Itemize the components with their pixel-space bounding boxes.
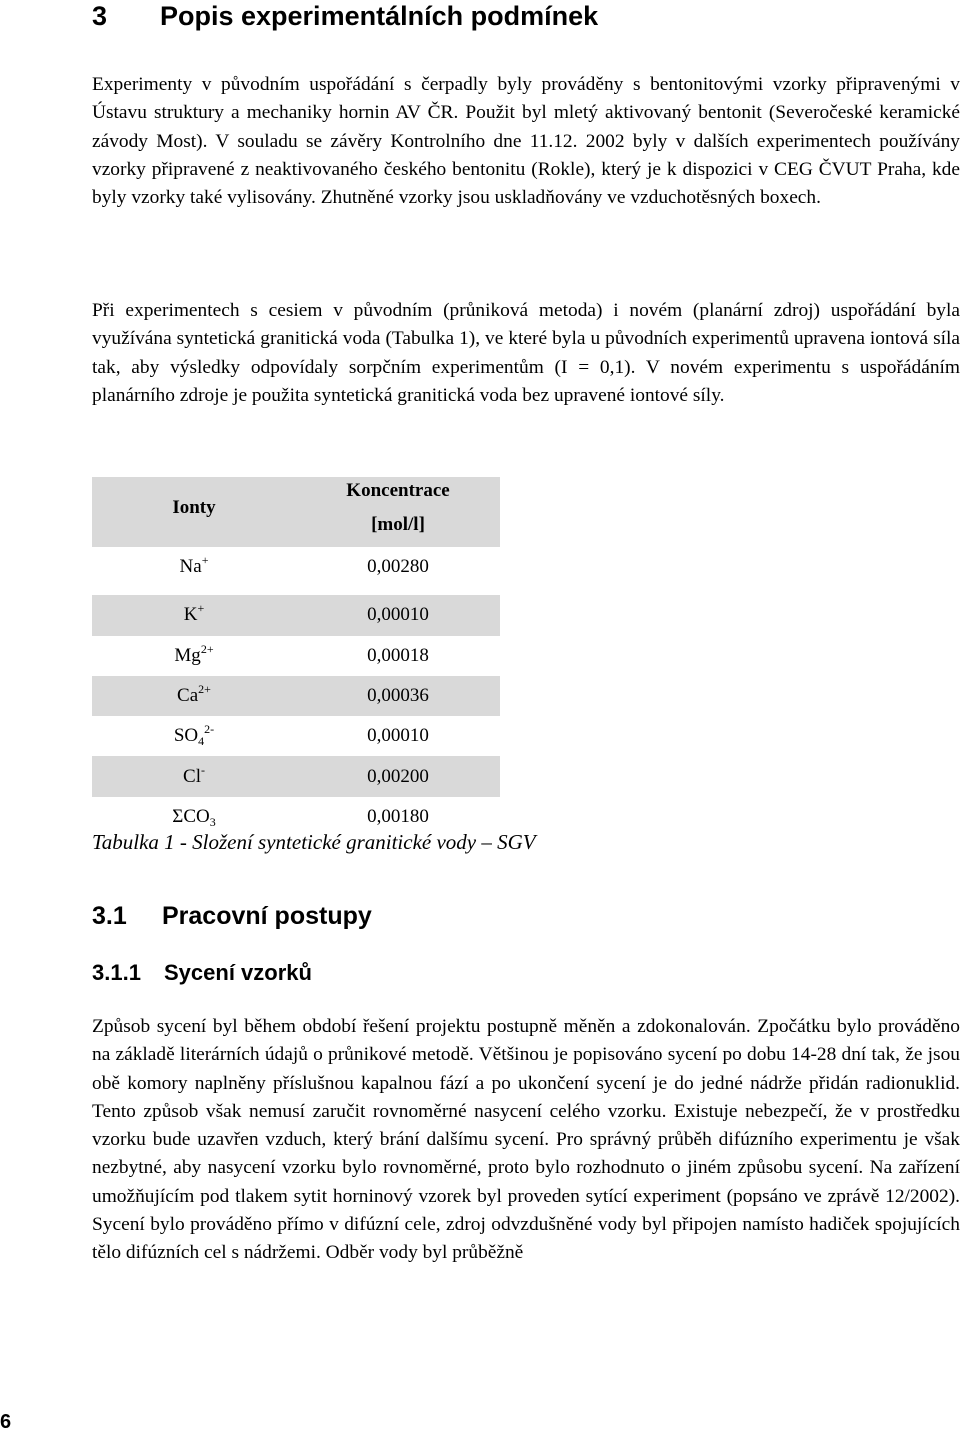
concentration-cell: 0,00036	[296, 676, 500, 716]
page-number: 6	[0, 1411, 12, 1433]
table-row	[92, 547, 500, 587]
table-row	[92, 676, 500, 716]
concentration-cell: 0,00010	[296, 595, 500, 635]
section-title: Pracovní postupy	[162, 902, 372, 930]
table-row	[92, 716, 500, 756]
ion-cell: $Ca^{2+}$	[92, 676, 296, 716]
ion-cell: $\Sigma CO_3$	[172, 805, 216, 829]
section-heading	[92, 900, 372, 932]
ion-concentration-table	[92, 477, 500, 837]
concentration-cell: 0,00280	[367, 556, 429, 578]
chapter-number: 3	[92, 1, 108, 31]
concentration-cell: 0,00018	[367, 644, 429, 666]
ion-cell: K+	[92, 595, 296, 635]
header-concentration: Koncentrace [mol/l]	[296, 477, 500, 547]
table-row	[92, 595, 500, 635]
subsection-number: 3.1.1	[92, 960, 141, 985]
concentration-cell: 0,00200	[296, 756, 500, 796]
table-caption: Tabulka 1 - Složení syntetické granitické vody – SGV	[92, 830, 536, 854]
subsection-heading	[92, 958, 312, 988]
header-ions: Ionty	[92, 477, 296, 547]
table-row	[92, 756, 500, 796]
concentration-cell: 0,00180	[367, 805, 429, 827]
ion-cell: Na+	[179, 553, 209, 578]
chapter-title: Popis experimentálních podmínek	[160, 1, 599, 31]
concentration-cell: 0,00010	[367, 725, 429, 747]
subsection-title: Sycení vzorků	[164, 960, 312, 985]
ion-cell: $SO_4^{2-}$	[173, 722, 215, 749]
section-number: 3.1	[92, 902, 127, 930]
chapter-heading	[92, 0, 598, 32]
paragraph-samples: Experimenty v původním uspořádání s čerpadly byly prováděny s bentonitovými vzorky připravenými v Ústavu struktury a mechaniky hornin AV ČR. Použit byl mletý aktivovaný bentonit (Severočeské keramické závody Most). V souladu se závěry Kontrolního dne 11.12. 2002 byly v dalších experimentech používány vzorky připravené z neaktivovaného českého bentonitu (Rokle), který je k dispozici v CEG ČVUT Praha, kde byly vzorky také vylisovány. Zhutněné vzorky jsou uskladňovány ve vzduchotěsných boxech.	[92, 74, 960, 209]
ion-cell: $Mg^{2+}$	[174, 641, 214, 666]
paragraph-saturation: Způsob sycení byl během období řešení projektu postupně měněn a zdokonalován. Zpočátku bylo prováděno na základě literárních údajů o průnikové metodě. Většinou je popisováno sycení po dobu 14-28 dní tak, že jsou obě komory naplněny příslušnou kapalnou fází a po ukončení sycení je do jedné nádrže přidán radionuklid. Tento způsob však nemusí zaručit rovnoměrné nasycení celého vzorku. Existuje nebezpečí, že v prostředku vzorku bude uzavřen vzduch, který brání dalšímu sycení. Pro správný průběh difúzního experimentu je však nezbytné, aby nasycení vzorku bylo rovnoměrné, proto bylo rozhodnuto o jiném způsobu sycení. Na zařízení umožňujícím pod tlakem sytit horninový vzorek byl proveden sytící experiment (popsáno ve zprávě 12/2002). Sycení bylo prováděno přímo v difúzní cele, zdroj odvzdušněné vody byl připojen namísto hadiček spojujících tělo difúzních cel s nádržemi. Odběr vody byl průběžně	[92, 1016, 960, 1263]
paragraph-cesium-experiments: Při experimentech s cesiem v původním (průniková metoda) i novém (planární zdroj) uspořádání byla využívána syntetická granitická voda (Tabulka 1), ve které byla u původních experimentů upravena iontová síla tak, aby výsledky odpovídaly sorpčním experimentům (I = 0,1). V novém experimentu s uspořádáním planárního zdroje je použita syntetická granitická voda bez upravené iontové síly.	[92, 300, 960, 406]
ion-cell: Cl-	[92, 756, 296, 796]
table-row	[92, 636, 500, 676]
